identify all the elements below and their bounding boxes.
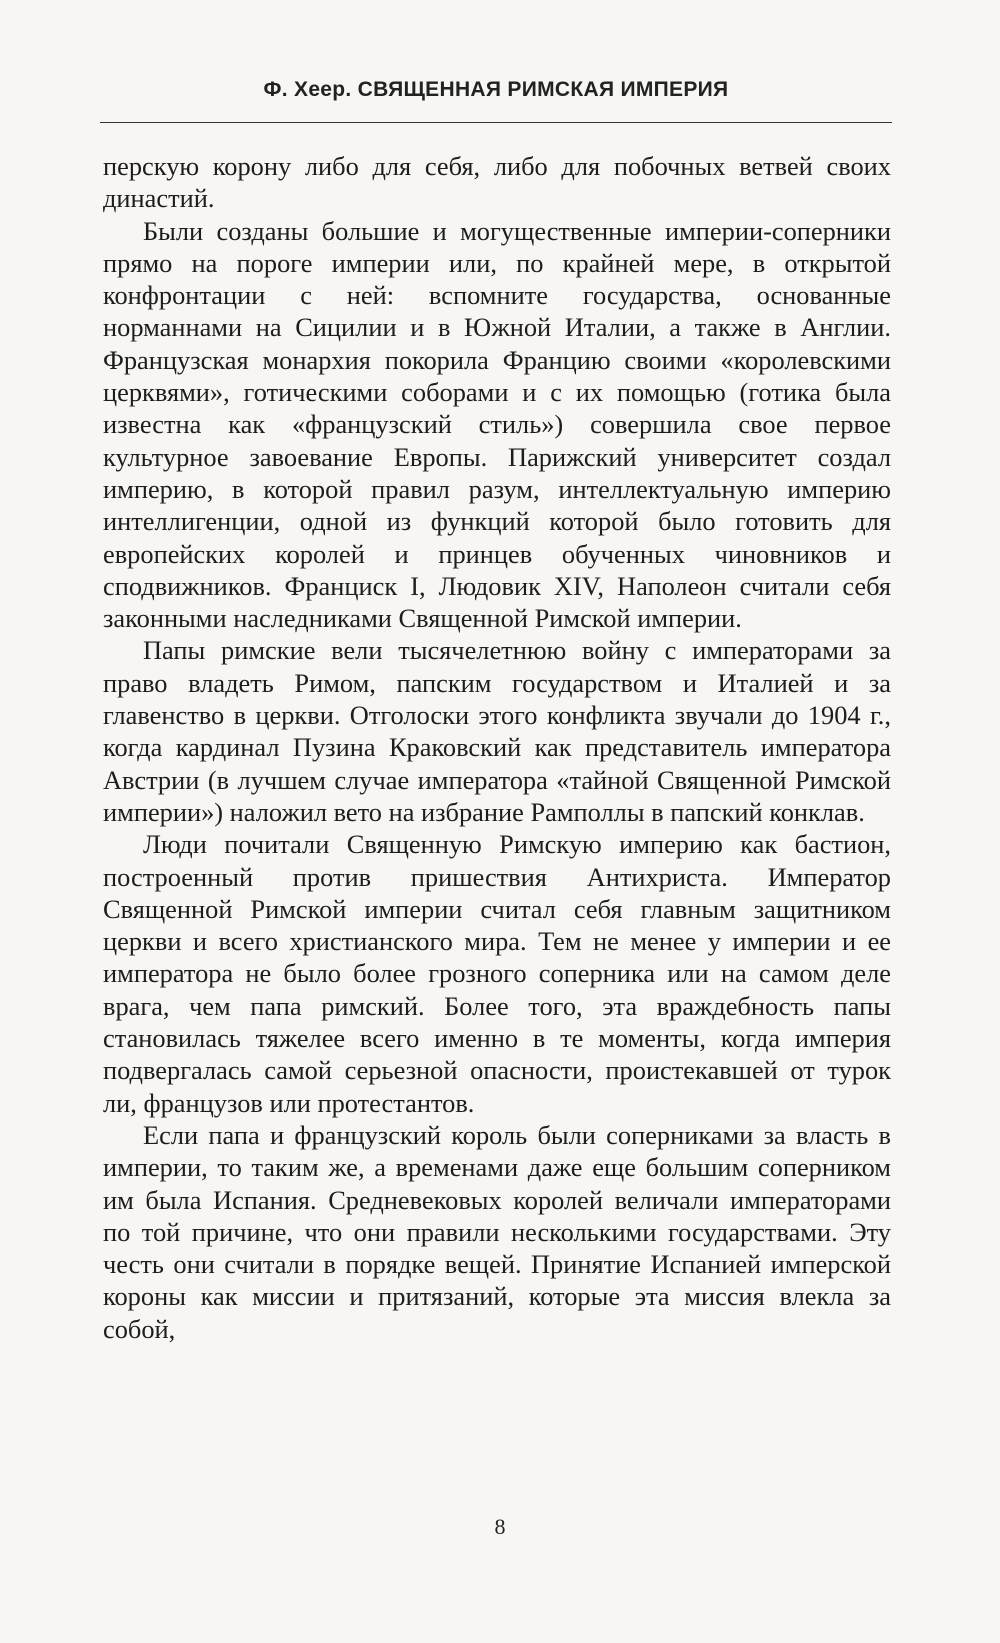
- header-rule: [100, 122, 892, 123]
- paragraph: Были созданы большие и могущественные империи-соперники прямо на пороге империи или, по крайней мере, в открытой конфронтации с ней: вспомните государства, основанные норманнами на Сицилии и в Южной Италии, а также в Англии. Французская монархия покорила Францию своими «королевскими церквями», готическими соборами и с их помощью (готика была известна как «французский стиль») совершила свое первое культурное завоевание Европы. Парижский университет создал империю, в которой правил разум, интеллектуальную империю интеллигенции, одной из функций которой было готовить для европейских королей и принцев обученных чиновников и сподвижников. Франциск I, Людовик XIV, Наполеон считали себя законными наследниками Священной Римской империи.: [103, 215, 891, 634]
- paragraph: Люди почитали Священную Римскую империю как бастион, построенный против пришествия Антихриста. Император Священной Римской империи считал себя главным защитником церкви и всего христианского мира. Тем не менее у империи и ее императора не было более грозного соперника или на самом деле врага, чем папа римский. Более того, эта враждебность папы становилась тяжелее всего именно в те моменты, когда империя подвергалась самой серьезной опасности, проистекавшей от турок ли, французов или протестантов.: [103, 829, 891, 1118]
- paragraph: Если папа и французский король были соперниками за власть в империи, то таким же, а временами даже еще большим соперником им была Испания. Средневековых королей величали императорами по той причине, что они правили несколькими государствами. Эту честь они считали в порядке вещей. Принятие Испанией имперской короны как миссии и притязаний, которые эта миссия влекла за собой,: [103, 1119, 891, 1344]
- paragraph-continuation: перскую корону либо для себя, либо для побочных ветвей своих династий.: [103, 151, 891, 214]
- running-header: Ф. Хеер. СВЯЩЕННАЯ РИМСКАЯ ИМПЕРИЯ: [263, 78, 729, 101]
- paragraph: Папы римские вели тысячелетнюю войну с императорами за право владеть Римом, папским государством и Италией и за главенство в церкви. Отголоски этого конфликта звучали до 1904 г., когда кардинал Пузина Краковский как представитель императора Австрии (в лучшем случае императора «тайной Священной Римской империи») наложил вето на избрание Рамполлы в папский конклав.: [103, 635, 891, 827]
- body-text: [103, 150, 891, 1345]
- page-number: 8: [494, 1514, 506, 1539]
